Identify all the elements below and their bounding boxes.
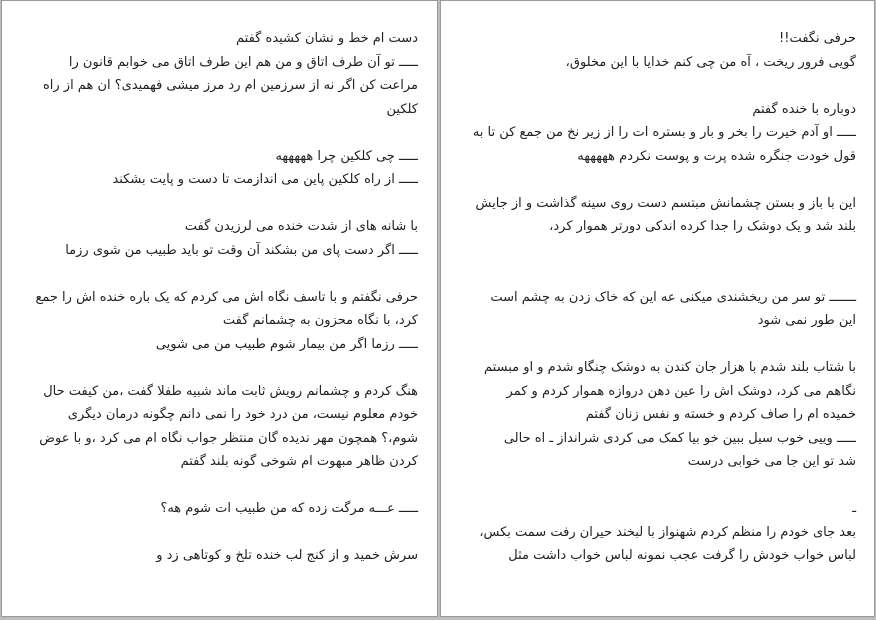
- text-line: حرفی نگفتم و با تاسف نگاه اش می کردم که یک باره خنده اش را جمع: [35, 289, 418, 305]
- left-page: [1, 0, 438, 617]
- text-line: ـــــ چی کلکین چرا هههههه: [275, 148, 418, 164]
- blank-line: [456, 474, 856, 498]
- blank-line: [456, 333, 856, 357]
- text-line: ـــــ از راه کلکین پاین می اندازمت تا دست و پایت بشکند: [112, 172, 418, 187]
- blank-line: [456, 168, 856, 192]
- text-line: بعد جای خودم را منظم کردم شهنواز با لبخند حیران رفت سمت بکس،: [479, 524, 856, 540]
- text-line: حرفی نگفت!!: [779, 31, 856, 46]
- text-line: قول خودت جنگره شده پرت و پوست نکردم هههههه: [577, 148, 856, 164]
- right-page: [440, 0, 875, 617]
- text-line: ـــــ رزما اگر من بیمار شوم طبیب من می شویی: [155, 336, 418, 352]
- right-page-text: [456, 27, 856, 568]
- text-line: سرش خمید و از کنج لب خنده تلخ و کوتاهی زد و: [156, 548, 418, 563]
- blank-line: [18, 521, 418, 545]
- blank-line: [18, 192, 418, 216]
- text-line: ـــــ عـــه مرگت زده که من طبیب ات شوم هه؟: [160, 501, 418, 516]
- text-line: لباس خواب خودش را گرفت عجب نمونه لباس خواب داشت مثل: [508, 548, 856, 563]
- text-line: خودم معلوم نیست، من درد خود را نمی دانم چگونه درمان دیگری: [67, 407, 418, 422]
- text-line: نگاهم می کرد، دوشک اش را عین دهن دروازه هموار کردم و کمر: [506, 383, 856, 399]
- text-line: هنگ کردم و چشمانم رویش ثابت ماند شبیه طفلا گفت ،من کیفت حال: [43, 383, 418, 399]
- text-line: این با باز و بستن چشمانش مبتسم دست روی سینه گذاشت و از جایش: [475, 195, 856, 211]
- text-line: با شتاب بلند شدم با هزار جان کندن به دوشک چنگاو شدم و او مبستم: [484, 360, 856, 375]
- text-line: شد تو این جا می خوابی درست: [687, 454, 856, 469]
- text-line: ـ: [852, 501, 856, 516]
- text-line: این طور نمی شود: [757, 313, 856, 328]
- text-line: ـــــ تو آن طرف اتاق و من هم این طرف اتاق می خوابم قانون را: [68, 54, 418, 70]
- left-page-text: [18, 27, 418, 568]
- blank-line: [456, 239, 856, 263]
- text-line: بلند شد و یک دوشک را جدا کرده اندکی دورتر هموار کرد،: [549, 219, 856, 234]
- blank-line: [18, 262, 418, 286]
- text-line: ـــــ اگر دست پای من بشکند آن وقت تو باید طبیب من شوی رزما: [65, 242, 418, 258]
- blank-line: [18, 356, 418, 380]
- text-line: خمیده ام را صاف کردم و خسته و نفس زنان گفتم: [585, 407, 856, 422]
- text-line: ـــــ وییی خوب سیل ببین خو بیا کمک می کردی شرانداز ـ اه حالی: [503, 430, 856, 446]
- text-line: کرد، با نگاه محزون به چشمانم گفت: [222, 313, 418, 328]
- blank-line: [18, 474, 418, 498]
- blank-line: [456, 74, 856, 98]
- text-line: دوباره با خنده گفتم: [752, 101, 856, 117]
- text-line: کردن ظاهر مبهوت ام شوخی گونه بلند گفتم: [180, 454, 418, 469]
- text-line: شوم،؟ همچون مهر ندیده گان منتظر جواب نگاه ام می کرد ،و با عوض: [39, 430, 418, 446]
- blank-line: [18, 121, 418, 145]
- text-line: ـــــــ تو سر من ریخشندی میکنی عه این که خاک زدن به چشم است: [490, 289, 856, 305]
- text-line: مراعت کن اگر نه از سرزمین ام رد مرز میشی فهمیدی؟ ان هم از راه: [42, 78, 418, 93]
- text-line: گویی فرور ریخت ، آه من چی کنم خدایا با این مخلوق،: [565, 54, 856, 70]
- blank-line: [456, 262, 856, 286]
- text-line: دست ام خط و نشان کشیده گفتم: [236, 31, 418, 46]
- text-line: با شانه های از شدت خنده می لرزیدن گفت: [184, 219, 418, 234]
- text-line: ـــــ او آدم خیرت را بخر و بار و بستره ات را از زیر نخ من جمع کن تا به: [472, 125, 856, 140]
- text-line: کلکین: [386, 101, 418, 117]
